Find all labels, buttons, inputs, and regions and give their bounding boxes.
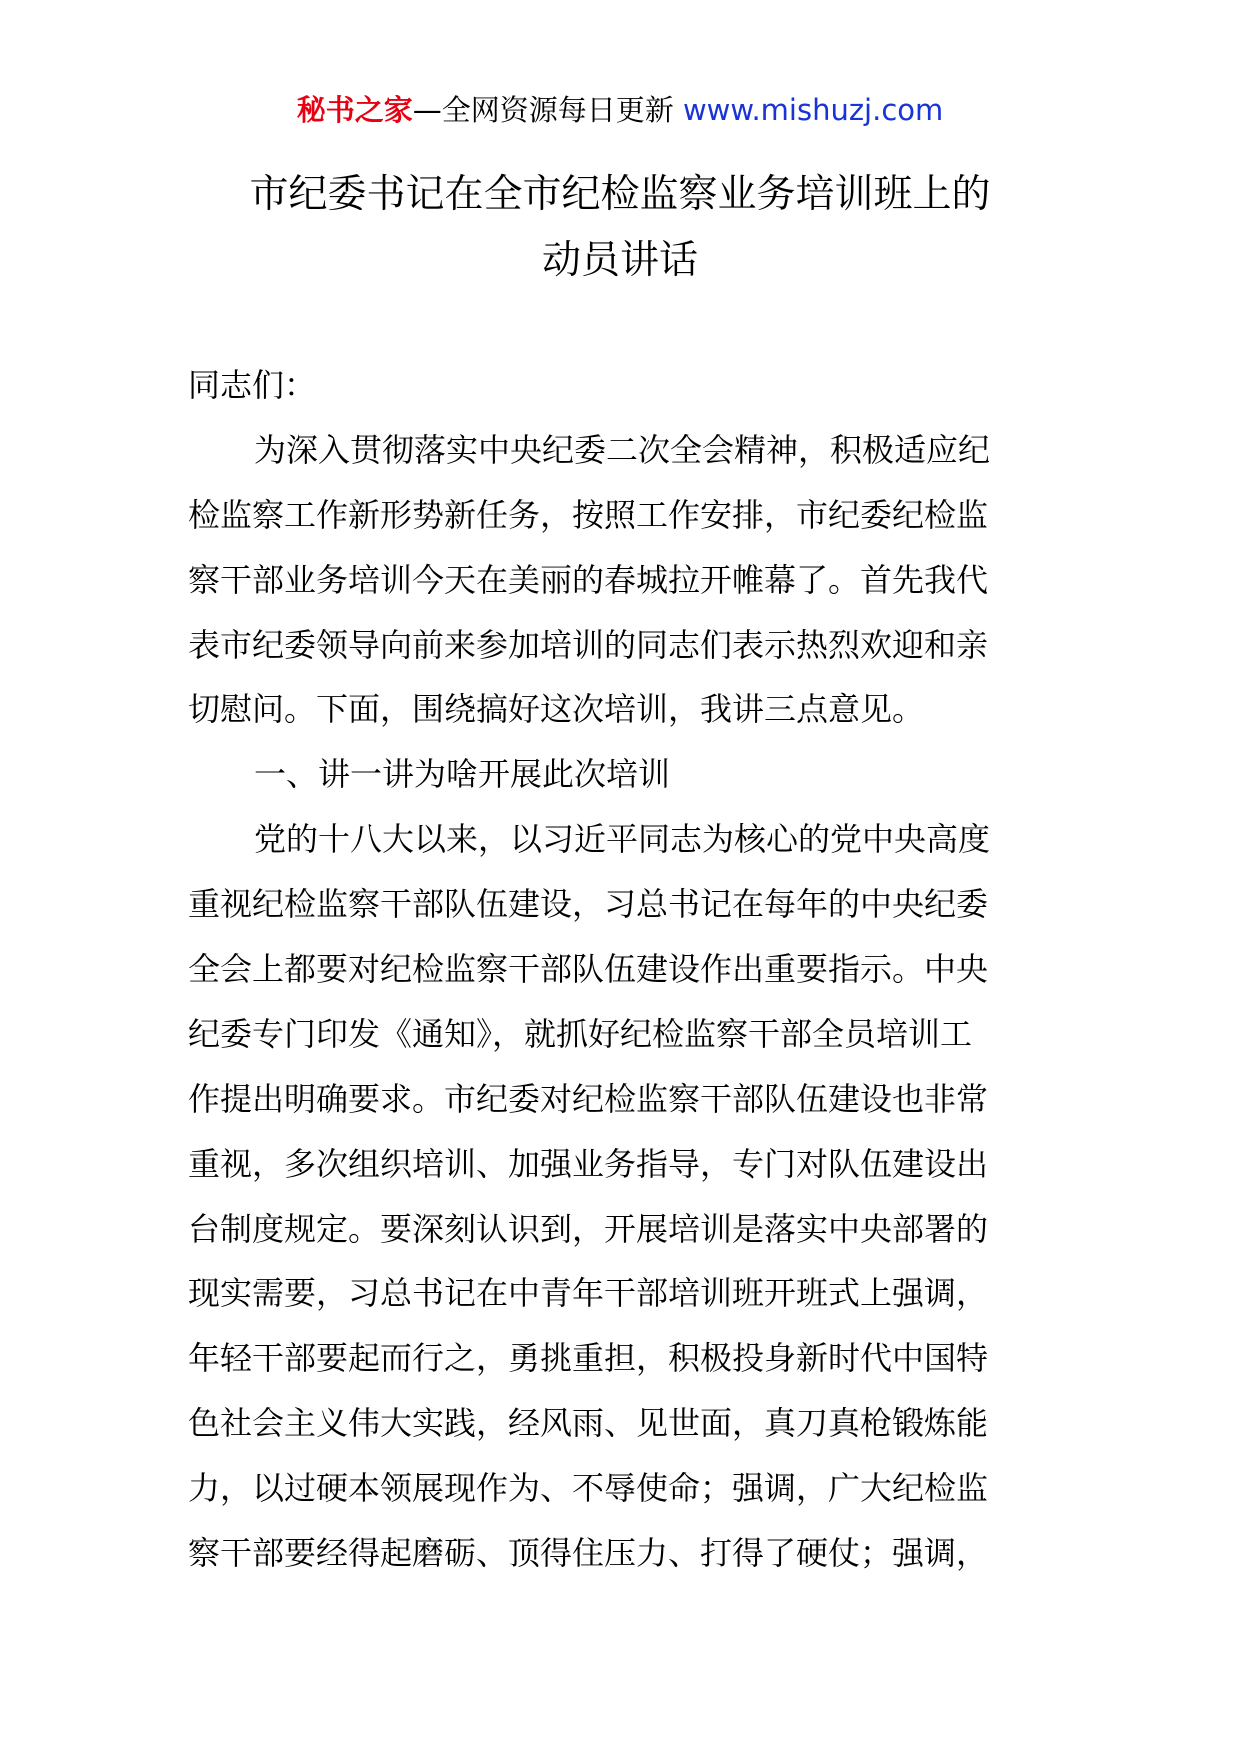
section-heading: 一、讲一讲为啥开展此次培训	[254, 755, 671, 794]
paragraph-1-line: 表市纪委领导向前来参加培训的同志们表示热烈欢迎和亲	[188, 625, 989, 664]
site-url-link[interactable]: www.mishuzj.com	[682, 93, 944, 127]
title-line-2: 动员讲话	[541, 238, 698, 283]
paragraph-1-line: 检监察工作新形势新任务，按照工作安排，市纪委纪检监	[188, 495, 989, 534]
paragraph-2-line: 色社会主义伟大实践，经风雨、见世面，真刀真枪锻炼能	[188, 1404, 989, 1443]
paragraph-2-line: 全会上都要对纪检监察干部队伍建设作出重要指示。中央	[188, 950, 989, 989]
salutation: 同志们：	[188, 366, 317, 404]
paragraph-2-line: 重视，多次组织培训、加强业务指导，专门对队伍建设出	[188, 1144, 989, 1183]
paragraph-2-line: 年轻干部要起而行之，勇挑重担，积极投身新时代中国特	[188, 1339, 989, 1378]
paragraph-2-line: 作提出明确要求。市纪委对纪检监察干部队伍建设也非常	[188, 1079, 989, 1118]
document-title	[0, 162, 1240, 294]
brand-name: 秘书之家	[296, 93, 413, 127]
paragraph-2-line: 察干部要经得起磨砺、顶得住压力、打得了硬仗；强调，	[188, 1534, 989, 1573]
site-header	[0, 90, 1240, 130]
paragraph-2-line: 党的十八大以来，以习近平同志为核心的党中央高度	[254, 820, 991, 859]
paragraph-2-line: 重视纪检监察干部队伍建设，习总书记在每年的中央纪委	[188, 885, 989, 924]
paragraph-2-line: 现实需要，习总书记在中青年干部培训班开班式上强调，	[188, 1274, 989, 1313]
document-body	[188, 353, 1058, 1586]
paragraph-2-line: 纪委专门印发《通知》，就抓好纪检监察干部全员培训工	[188, 1014, 973, 1053]
paragraph-2-line: 台制度规定。要深刻认识到，开展培训是落实中央部署的	[188, 1209, 989, 1248]
paragraph-1-line: 察干部业务培训今天在美丽的春城拉开帷幕了。首先我代	[188, 560, 989, 599]
paragraph-2-line: 力，以过硬本领展现作为、不辱使命；强调，广大纪检监	[188, 1469, 989, 1508]
title-line-1: 市纪委书记在全市纪检监察业务培训班上的	[249, 172, 991, 217]
header-tagline: —全网资源每日更新	[412, 93, 674, 127]
paragraph-1-line: 切慰问。下面，围绕搞好这次培训，我讲三点意见。	[188, 690, 925, 729]
paragraph-1-line: 为深入贯彻落实中央纪委二次全会精神，积极适应纪	[254, 430, 991, 469]
